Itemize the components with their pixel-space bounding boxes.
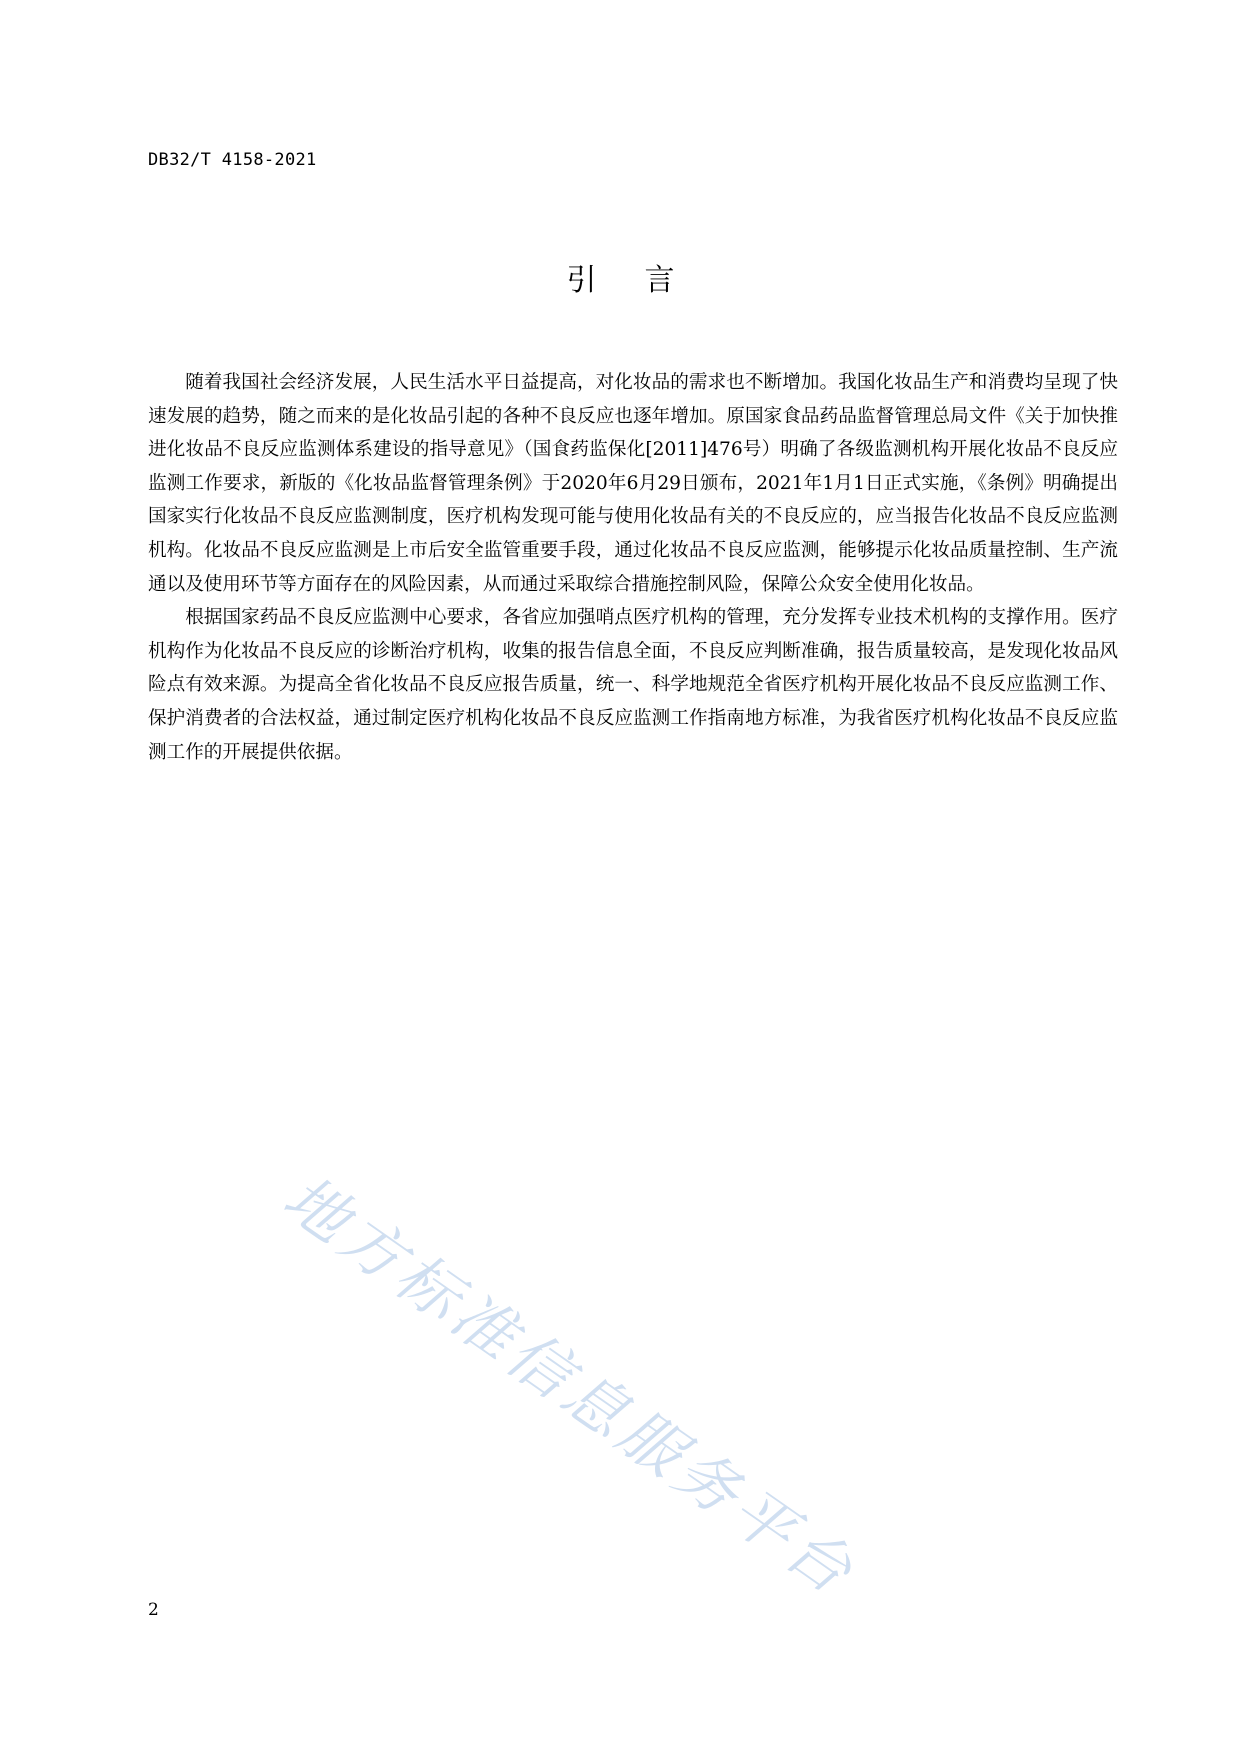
page-number: 2 <box>148 1600 159 1620</box>
body-text <box>148 366 1118 769</box>
paragraph-2: 根据国家药品不良反应监测中心要求，各省应加强哨点医疗机构的管理，充分发挥专业技术机构的支撑作用。医疗机构作为化妆品不良反应的诊断治疗机构，收集的报告信息全面，不良反应判断准确，报告质量较高，是发现化妆品风险点有效来源。为提高全省化妆品不良反应报告质量，统一、科学地规范全省医疗机构开展化妆品不良反应监测工作、保护消费者的合法权益，通过制定医疗机构化妆品不良反应监测工作指南地方标准，为我省医疗机构化妆品不良反应监测工作的开展提供依据。 <box>148 607 1118 763</box>
standard-code: DB32/T 4158-2021 <box>148 150 317 170</box>
page-title: 引言 <box>566 263 723 298</box>
paragraph-1: 随着我国社会经济发展，人民生活水平日益提高，对化妆品的需求也不断增加。我国化妆品生产和消费均呈现了快速发展的趋势，随之而来的是化妆品引起的各种不良反应也逐年增加。原国家食品药品监督管理总局文件《关于加快推进化妆品不良反应监测体系建设的指导意见》（国食药监保化[2011]476号）明确了各级监测机构开展化妆品不良反应监测工作要求，新版的《化妆品监督管理条例》于2020年6月29日颁布，2021年1月1日正式实施，《条例》明确提出国家实行化妆品不良反应监测制度，医疗机构发现可能与使用化妆品有关的不良反应的，应当报告化妆品不良反应监测机构。化妆品不良反应监测是上市后安全监管重要手段，通过化妆品不良反应监测，能够提示化妆品质量控制、生产流通以及使用环节等方面存在的风险因素，从而通过采取综合措施控制风险，保障公众安全使用化妆品。 <box>148 372 1118 595</box>
watermark: 地方标准信息服务平台 <box>270 1160 870 1611</box>
